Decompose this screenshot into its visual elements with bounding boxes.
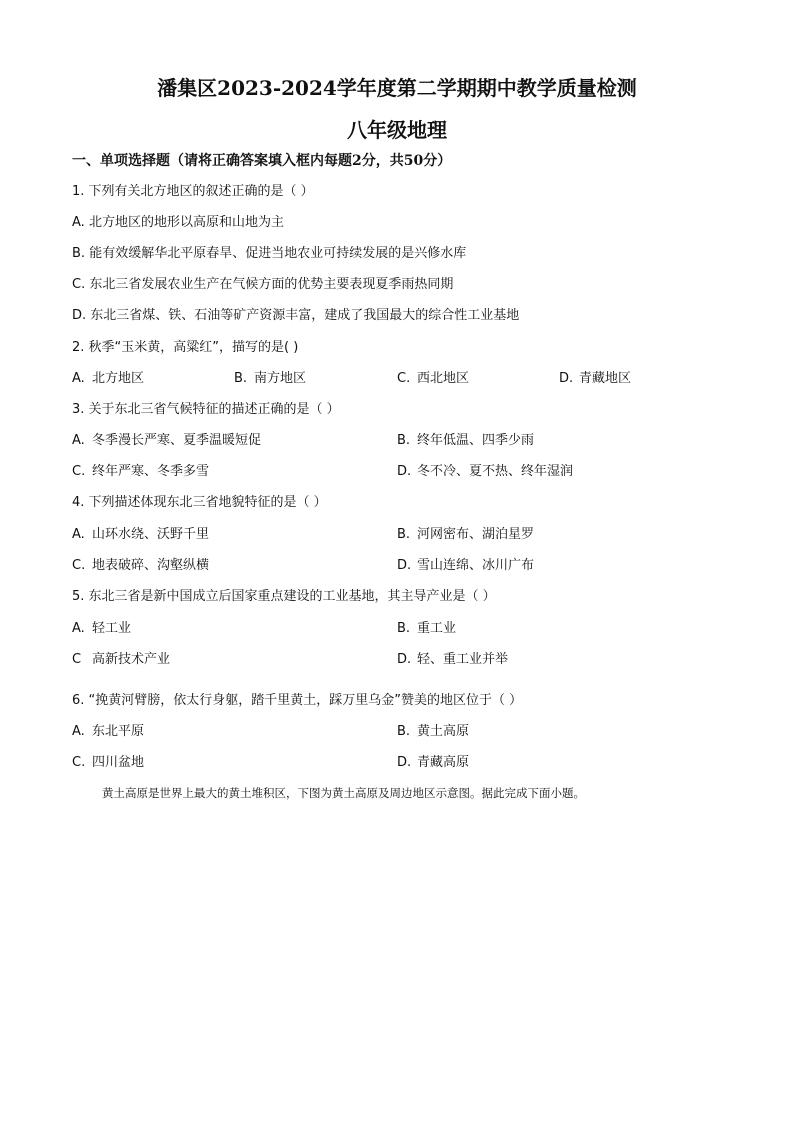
question-6-stem: 6. “挽黄河臂膀，依太行身躯，踏千里黄土，踩万里乌金”赞美的地区位于（ ） [72, 693, 523, 708]
exam-subtitle: 八年级地理 [347, 118, 447, 142]
question-4-option-d: D. 雪山连绵、冰川广布 [397, 558, 535, 573]
exam-title: 潘集区2023-2024学年度第二学期期中教学质量检测 [157, 76, 637, 100]
question-6-option-d: D. 青藏高原 [397, 755, 470, 770]
question-3-option-b: B. 终年低温、四季少雨 [397, 433, 535, 448]
question-4-stem: 4. 下列描述体现东北三省地貌特征的是（ ） [72, 495, 327, 510]
question-5-option-d: D. 轻、重工业并举 [397, 652, 509, 667]
question-1-option-b: B. 能有效缓解华北平原春旱、促进当地农业可持续发展的是兴修水库 [72, 246, 467, 261]
question-4-option-c: C. 地表破碎、沟壑纵横 [72, 558, 210, 573]
question-3-option-c: C. 终年严寒、冬季多雪 [72, 464, 210, 479]
question-5-option-a: A. 轻工业 [72, 621, 132, 636]
question-4-option-b: B. 河网密布、湖泊星罗 [397, 527, 535, 542]
question-2-option-a: A. 北方地区 [72, 371, 145, 386]
question-1-stem: 1. 下列有关北方地区的叙述正确的是（ ） [72, 184, 314, 199]
section-heading: 一、单项选择题（请将正确答案填入框内每题2分，共50分） [72, 153, 452, 169]
question-2-option-b: B. 南方地区 [234, 371, 307, 386]
question-4-option-a: A. 山环水绕、沃野千里 [72, 527, 210, 542]
question-1-option-c: C. 东北三省发展农业生产在气候方面的优势主要表现夏季雨热同期 [72, 277, 454, 292]
question-6-option-b: B. 黄土高原 [397, 724, 470, 739]
question-2-option-d: D. 青藏地区 [559, 371, 632, 386]
question-5-stem: 5. 东北三省是新中国成立后国家重点建设的工业基地，其主导产业是（ ） [72, 589, 496, 604]
question-2-option-c: C. 西北地区 [397, 371, 470, 386]
question-5-option-b: B. 重工业 [397, 621, 457, 636]
question-3-option-d: D. 冬不冷、夏不热、终年湿润 [397, 464, 574, 479]
question-2-stem: 2. 秋季“玉米黄，高粱红”，描写的是( ) [72, 340, 299, 355]
question-5-option-c: C 高新技术产业 [72, 652, 171, 667]
question-1-option-d: D. 东北三省煤、铁、石油等矿产资源丰富，建成了我国最大的综合性工业基地 [72, 308, 520, 323]
question-6-option-a: A. 东北平原 [72, 724, 145, 739]
question-6-option-c: C. 四川盆地 [72, 755, 145, 770]
question-1-option-a: A. 北方地区的地形以高原和山地为主 [72, 215, 284, 230]
material-intro: 黄土高原是世界上最大的黄土堆积区，下图为黄土高原及周边地区示意图。据此完成下面小题。 [102, 786, 585, 800]
question-3-stem: 3. 关于东北三省气候特征的描述正确的是（ ） [72, 402, 340, 417]
question-3-option-a: A. 冬季漫长严寒、夏季温暖短促 [72, 433, 262, 448]
